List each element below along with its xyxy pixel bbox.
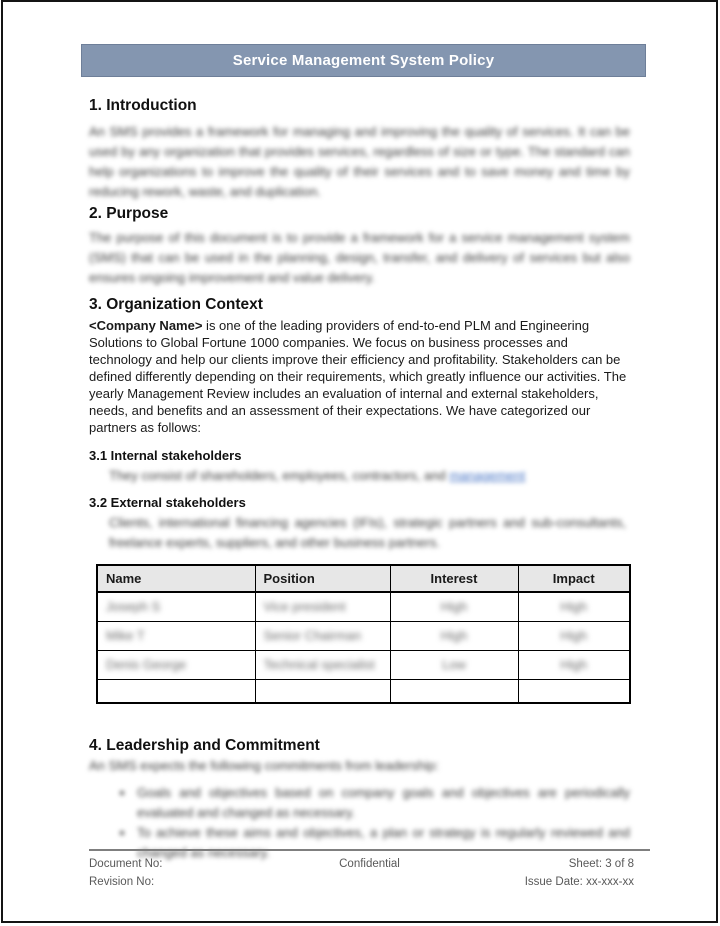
section-heading-organization-context: 3. Organization Context bbox=[89, 296, 263, 313]
introduction-blurred-paragraph: An SMS provides a framework for managing and improving the quality of services. It can be used by any organization that provides services, regardless of size or type. The standard can help organizations to improve the quality of their services and to save money and time by reducing rework, waste, and duplication. bbox=[89, 124, 630, 199]
revision-no-label: Revision No: bbox=[89, 876, 155, 888]
document-body bbox=[89, 97, 630, 863]
sheet-number-label: Sheet: 3 of 8 bbox=[568, 858, 634, 870]
footer-center bbox=[291, 855, 448, 891]
cell-impact: High bbox=[518, 650, 630, 679]
cell-position: Vice president bbox=[255, 592, 390, 621]
document-title: Service Management System Policy bbox=[232, 52, 495, 69]
column-header-name: Name bbox=[97, 565, 255, 592]
subsection-heading-internal-stakeholders: 3.1 Internal stakeholders bbox=[89, 448, 242, 463]
table-row-empty bbox=[97, 679, 630, 703]
footer-left bbox=[89, 855, 291, 891]
stakeholders-table bbox=[96, 564, 631, 704]
issue-date-label: Issue Date: xx-xxx-xx bbox=[524, 876, 634, 888]
cell-impact: High bbox=[518, 621, 630, 650]
cell-position: Technical specialist bbox=[255, 650, 390, 679]
section-heading-introduction: 1. Introduction bbox=[89, 97, 197, 114]
table-row bbox=[97, 592, 630, 621]
document-page bbox=[1, 0, 718, 923]
cell-interest bbox=[390, 679, 518, 703]
cell-name bbox=[97, 679, 255, 703]
purpose-blurred-paragraph: The purpose of this document is to provide a framework for a service management system (SMS) that can be used in the planning, design, transfer, and delivery of services but also ensures ongoing improvement and value delivery. bbox=[89, 230, 630, 285]
column-header-interest: Interest bbox=[390, 565, 518, 592]
cell-name: Joseph S bbox=[97, 592, 255, 621]
cell-interest: High bbox=[390, 592, 518, 621]
organization-context-paragraph bbox=[89, 317, 630, 436]
section-heading-purpose: 2. Purpose bbox=[89, 205, 169, 222]
organization-context-text: is one of the leading providers of end-to-end PLM and Engineering Solutions to Global Fortune 1000 companies. We focus on business processes and technology and help our clients improve their efficiency and profitability. Stakeholders can be defined differently depending on their requirements, which greatly influence our activities. The yearly Management Review includes an evaluation of internal and external stakeholders, needs, and benefits and an assessment of their expectations. We have categorized our partners as follows: bbox=[89, 318, 627, 435]
company-name-placeholder: <Company Name> bbox=[89, 318, 203, 333]
cell-impact bbox=[518, 679, 630, 703]
cell-name: Mike T bbox=[97, 621, 255, 650]
external-stakeholders-blurred-text: Clients, international financing agencies (IFIs), strategic partners and sub-consultants, freelance experts, suppliers, and other business partners. bbox=[109, 515, 626, 550]
subsection-heading-external-stakeholders: 3.2 External stakeholders bbox=[89, 495, 246, 510]
column-header-impact: Impact bbox=[518, 565, 630, 592]
leadership-bullet: • Goals and objectives based on company goals and objectives are periodically evaluated and changed as necessary. bbox=[135, 783, 630, 823]
cell-position: Senior Chairman bbox=[255, 621, 390, 650]
document-title-banner bbox=[81, 44, 646, 77]
table-header-row bbox=[97, 565, 630, 592]
column-header-position: Position bbox=[255, 565, 390, 592]
leadership-blurred-intro: An SMS expects the following commitments from leadership: bbox=[89, 758, 439, 773]
footer-right bbox=[448, 855, 650, 891]
internal-stakeholders-blurred-text bbox=[109, 466, 626, 486]
cell-interest: High bbox=[390, 621, 518, 650]
document-no-label: Document No: bbox=[89, 858, 163, 870]
confidential-label: Confidential bbox=[339, 858, 400, 870]
table-row bbox=[97, 650, 630, 679]
cell-impact: High bbox=[518, 592, 630, 621]
internal-stakeholders-text: They consist of shareholders, employees, contractors, and bbox=[109, 468, 450, 483]
cell-position bbox=[255, 679, 390, 703]
management-link[interactable]: management bbox=[449, 468, 526, 483]
section-heading-leadership: 4. Leadership and Commitment bbox=[89, 737, 320, 754]
leadership-bullet: • To achieve these aims and objectives, a plan or strategy is regularly reviewed and changed as necessary. bbox=[135, 823, 630, 863]
cell-name: Denis George bbox=[97, 650, 255, 679]
cell-interest: Low bbox=[390, 650, 518, 679]
table-row bbox=[97, 621, 630, 650]
page-footer bbox=[89, 849, 650, 891]
